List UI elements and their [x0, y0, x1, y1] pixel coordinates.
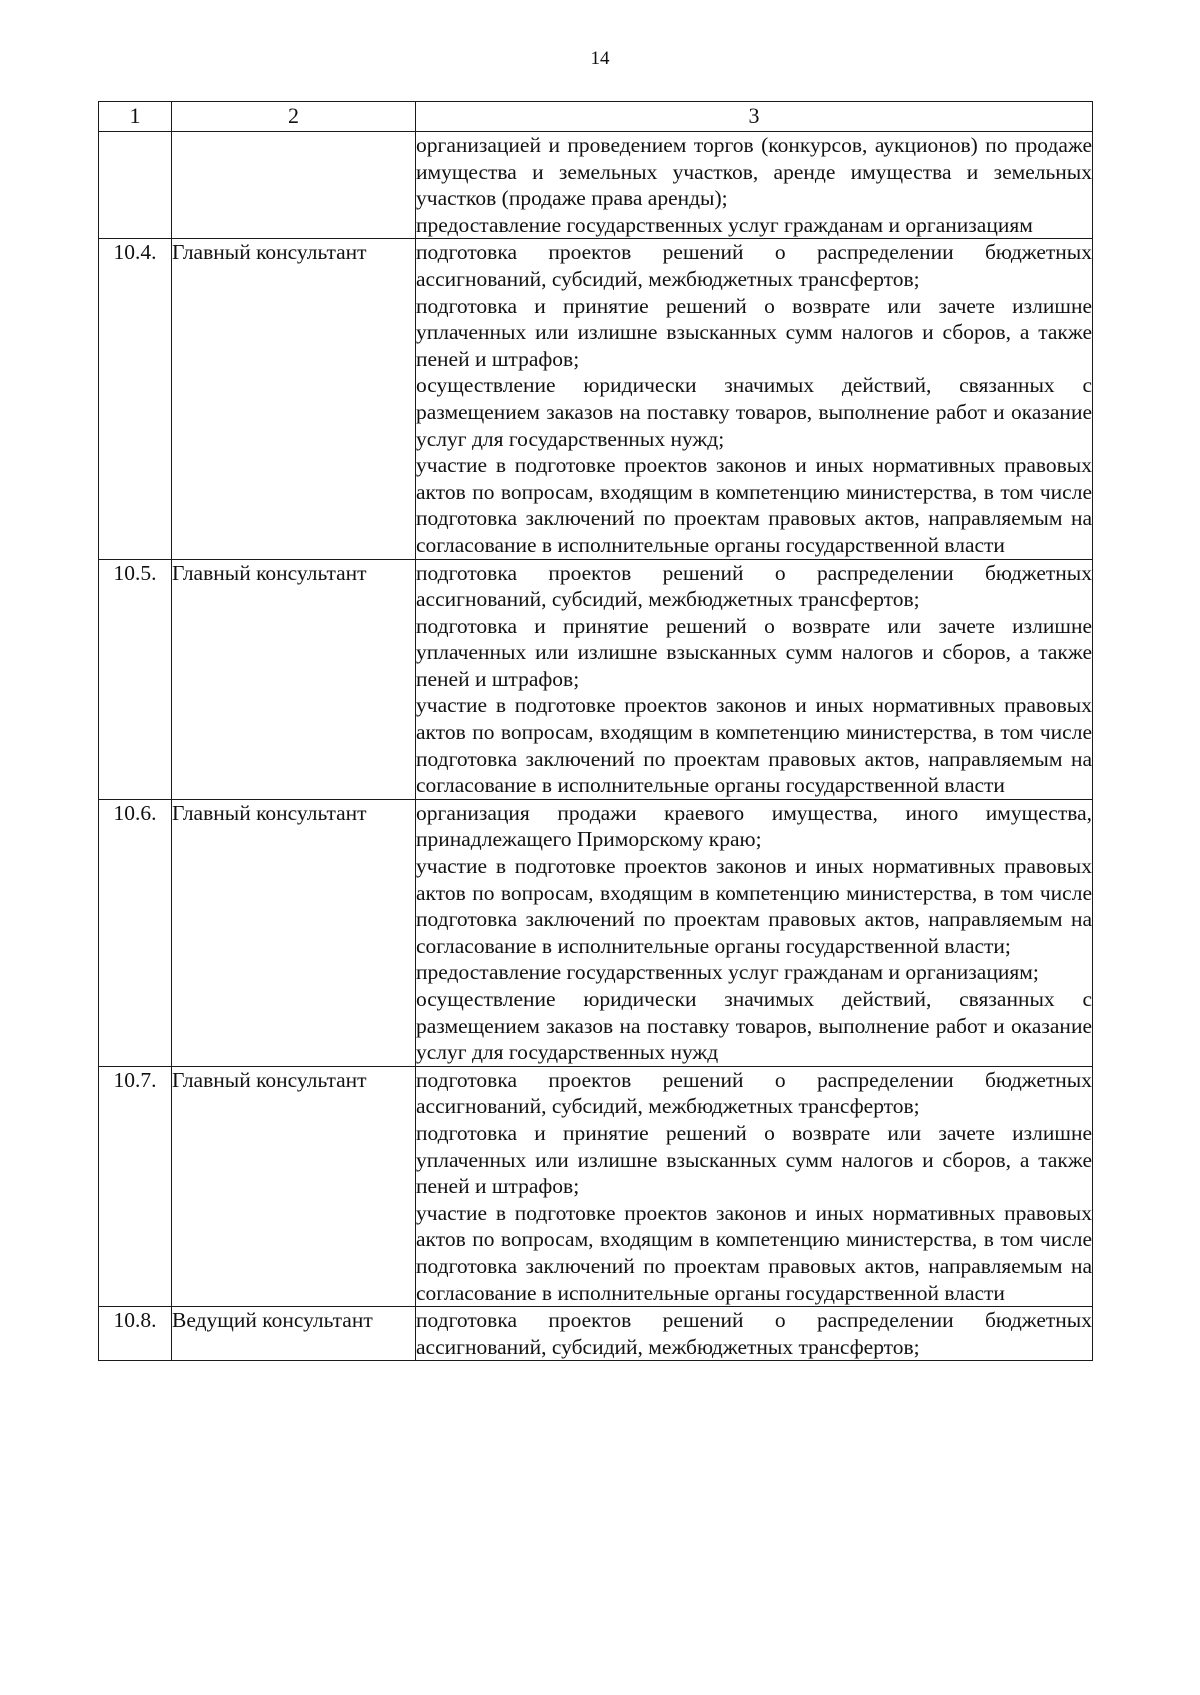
position-title: Ведущий консультант — [172, 1307, 416, 1361]
table-row — [99, 1307, 1093, 1361]
row-number — [99, 132, 172, 239]
row-number: 10.7. — [99, 1066, 172, 1306]
duty-item: подготовка проектов решений о распределении бюджетных ассигнований, субсидий, межбюджетных трансфертов; — [416, 1067, 1092, 1119]
duty-item: подготовка и принятие решений о возврате или зачете излишне уплаченных или излишне взысканных сумм налогов и сборов, а также пеней и штрафов; — [416, 1120, 1092, 1199]
duty-item: организация продажи краевого имущества, иного имущества, принадлежащего Приморскому краю; — [416, 800, 1092, 852]
duty-item: участие в подготовке проектов законов и иных нормативных правовых актов по вопросам, входящим в компетенцию министерства, в том числе подготовка заключений по проектам правовых актов, направляемым на согласование в исполнительные органы государственной власти — [416, 453, 1092, 557]
position-title: Главный консультант — [172, 1066, 416, 1306]
table-row — [99, 1066, 1093, 1306]
duties-cell — [416, 132, 1093, 239]
duty-item: осуществление юридически значимых действий, связанных с размещением заказов на поставку товаров, выполнение работ и оказание услуг для государственных нужд; — [416, 373, 1092, 451]
column-header-3: 3 — [416, 102, 1093, 132]
table-header-row — [99, 102, 1093, 132]
row-number: 10.4. — [99, 239, 172, 559]
duties-cell — [416, 1066, 1093, 1306]
duties-cell — [416, 559, 1093, 799]
duty-item: предоставление государственных услуг гражданам и организациям; — [416, 960, 1039, 985]
column-header-1: 1 — [99, 102, 172, 132]
table-row — [99, 239, 1093, 559]
duty-item: участие в подготовке проектов законов и иных нормативных правовых актов по вопросам, входящим в компетенцию министерства, в том числе подготовка заключений по проектам правовых актов, направляемым на согласование в исполнительные органы государственной власти; — [416, 854, 1092, 958]
position-title — [172, 132, 416, 239]
table-body — [99, 132, 1093, 1361]
duty-item: подготовка проектов решений о распределении бюджетных ассигнований, субсидий, межбюджетных трансфертов; — [416, 1308, 1092, 1359]
page-number: 14 — [590, 48, 610, 69]
row-number: 10.8. — [99, 1307, 172, 1361]
duty-item: участие в подготовке проектов законов и иных нормативных правовых актов по вопросам, входящим в компетенцию министерства, в том числе подготовка заключений по проектам правовых актов, направляемым на согласование в исполнительные органы государственной власти — [416, 693, 1092, 798]
duty-item: подготовка и принятие решений о возврате или зачете излишне уплаченных или излишне взысканных сумм налогов и сборов, а также пеней и штрафов; — [416, 293, 1092, 371]
duty-item: осуществление юридически значимых действий, связанных с размещением заказов на поставку товаров, выполнение работ и оказание услуг для государственных нужд — [416, 987, 1092, 1065]
position-title: Главный консультант — [172, 799, 416, 1066]
column-header-2: 2 — [172, 102, 416, 132]
duties-cell — [416, 799, 1093, 1066]
duties-table — [98, 101, 1093, 1361]
duty-item: предоставление государственных услуг гражданам и организациям — [416, 212, 1033, 237]
position-title: Главный консультант — [172, 239, 416, 559]
duties-cell — [416, 239, 1093, 559]
duties-cell — [416, 1307, 1093, 1361]
row-number: 10.6. — [99, 799, 172, 1066]
table-row — [99, 132, 1093, 239]
row-number: 10.5. — [99, 559, 172, 799]
position-title: Главный консультант — [172, 559, 416, 799]
table-row — [99, 799, 1093, 1066]
duty-item: подготовка проектов решений о распределении бюджетных ассигнований, субсидий, межбюджетных трансфертов; — [416, 240, 1092, 291]
duty-item: подготовка и принятие решений о возврате или зачете излишне уплаченных или излишне взысканных сумм налогов и сборов, а также пеней и штрафов; — [416, 613, 1092, 691]
table-row — [99, 559, 1093, 799]
duty-item: участие в подготовке проектов законов и иных нормативных правовых актов по вопросам, входящим в компетенцию министерства, в том числе подготовка заключений по проектам правовых актов, направляемым на согласование в исполнительные органы государственной власти — [416, 1200, 1092, 1305]
duty-item: организацией и проведением торгов (конкурсов, аукционов) по продаже имущества и земельных участков, аренде имущества и земельных участков (продаже права аренды); — [416, 133, 1092, 211]
duty-item: подготовка проектов решений о распределении бюджетных ассигнований, субсидий, межбюджетных трансфертов; — [416, 560, 1092, 612]
